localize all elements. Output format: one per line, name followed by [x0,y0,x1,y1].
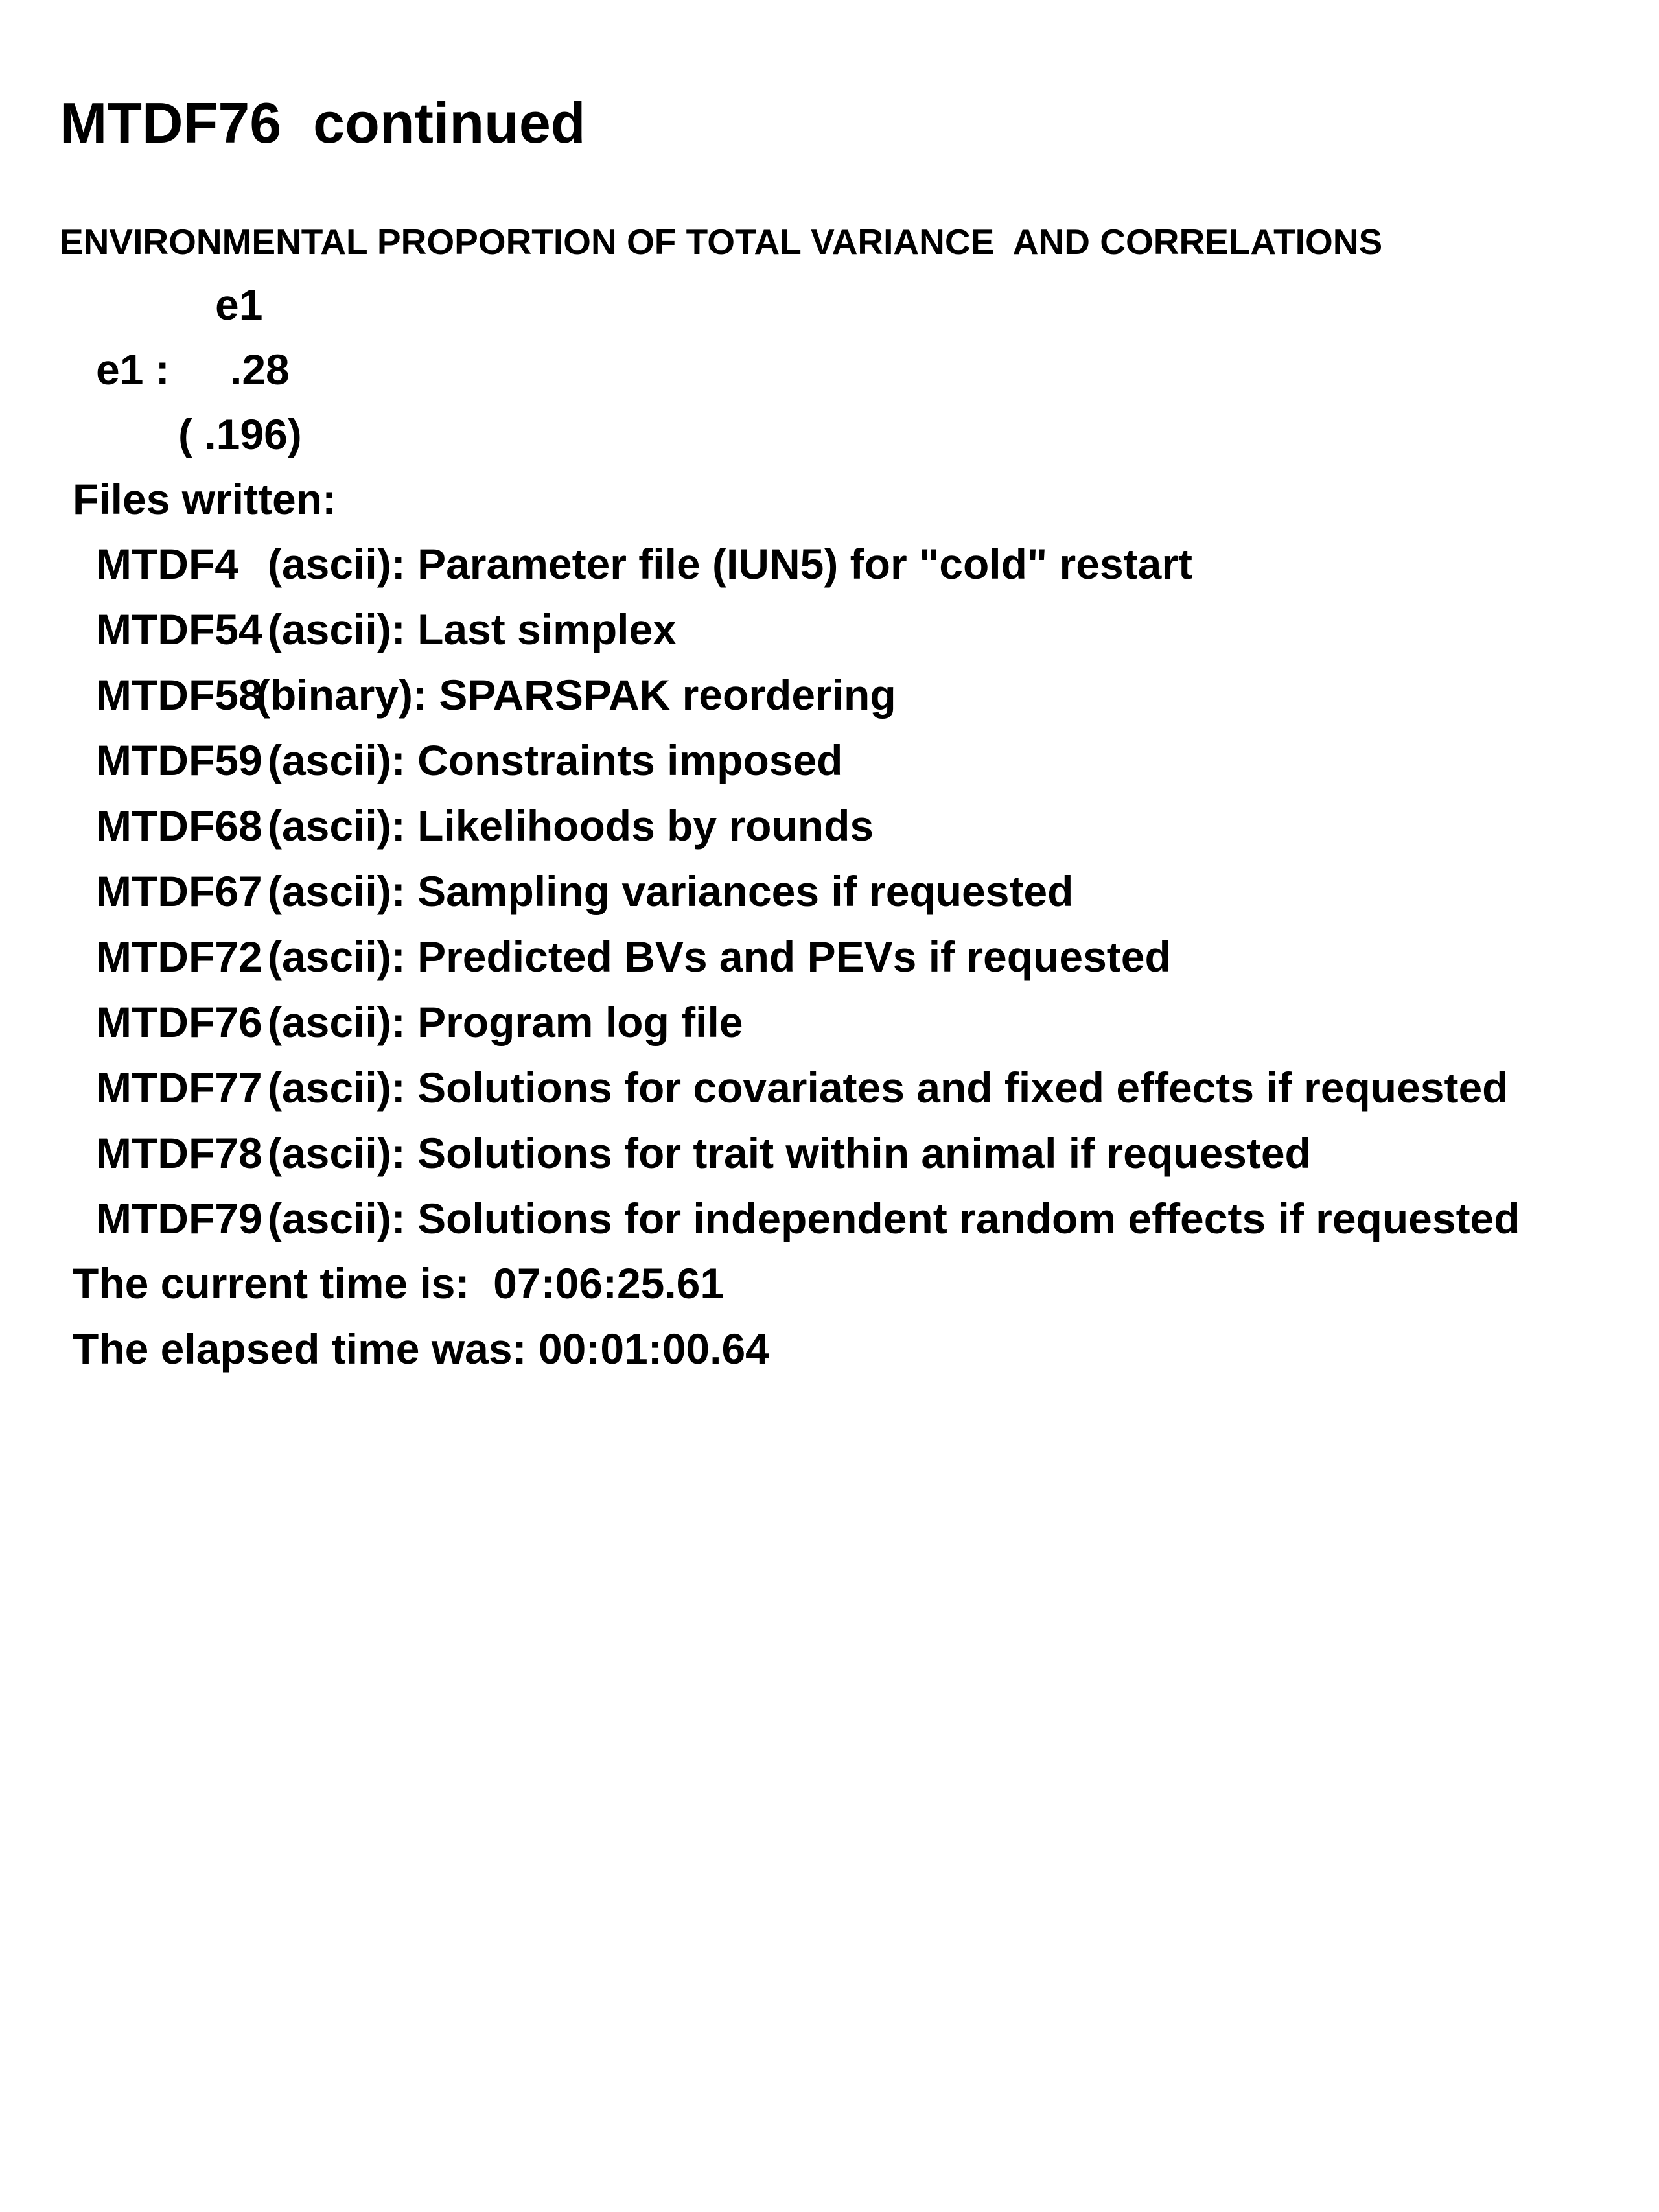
file-description: Solutions for independent random effects if requested [417,1194,1520,1242]
file-name: MTDF72 [96,933,262,981]
file-description: Likelihoods by rounds [417,802,874,850]
files-heading: Files written: [73,475,337,523]
file-item [96,669,1520,734]
file-item [96,1127,1520,1193]
file-description: Predicted BVs and PEVs if requested [417,933,1171,981]
file-type: (ascii): [268,1194,406,1242]
current-time-label: The current time is: [73,1259,470,1307]
file-item [96,865,1520,931]
file-type: (ascii): [268,1064,406,1112]
file-type: (ascii): [268,605,406,653]
file-name: MTDF76 [96,998,262,1046]
file-type: (ascii): [268,1129,406,1177]
elapsed-time-value: 00:01:00.64 [538,1325,769,1373]
current-time-line [73,1257,724,1309]
file-name: MTDF78 [96,1129,262,1177]
matrix-value: .28 [230,345,290,393]
file-item [96,800,1520,865]
matrix-standard-error: ( .196) [178,410,302,458]
file-type: (ascii): [268,867,406,915]
file-name: MTDF79 [96,1194,262,1242]
file-name: MTDF59 [96,736,262,784]
file-item [96,1193,1520,1258]
file-type: (ascii): [268,998,406,1046]
file-name: MTDF77 [96,1064,262,1112]
file-item [96,734,1520,800]
file-type: (ascii): [268,933,406,981]
file-item [96,931,1520,996]
file-name: MTDF67 [96,867,262,915]
file-item [96,538,1520,603]
file-item [96,603,1520,669]
file-name: MTDF4 [96,540,238,588]
file-description: Solutions for covariates and fixed effects if requested [417,1064,1509,1112]
file-type: (ascii): [268,802,406,850]
file-item [96,996,1520,1062]
file-type: (binary): [256,671,427,719]
file-name: MTDF54 [96,605,262,653]
file-name: MTDF58 [96,671,262,719]
section-heading: ENVIRONMENTAL PROPORTION OF TOTAL VARIANCE AND CORRELATIONS [60,222,1383,262]
page-title: MTDF76 continued [60,91,586,155]
file-description: Solutions for trait within animal if requested [417,1129,1311,1177]
file-description: SPARSPAK reordering [439,671,896,719]
file-list [96,538,1520,1258]
file-description: Sampling variances if requested [417,867,1074,915]
matrix-row-label: e1 : [96,345,170,393]
file-description: Constraints imposed [417,736,843,784]
file-description: Parameter file (IUN5) for "cold" restart [417,540,1193,588]
file-name: MTDF68 [96,802,262,850]
matrix-column-header: e1 [215,281,263,329]
file-type: (ascii): [268,736,406,784]
elapsed-time-label: The elapsed time was: [73,1325,527,1373]
file-type: (ascii): [268,540,406,588]
file-description: Program log file [417,998,743,1046]
file-item [96,1062,1520,1127]
current-time-value: 07:06:25.61 [493,1259,725,1307]
elapsed-time-line [73,1323,769,1375]
file-description: Last simplex [417,605,677,653]
